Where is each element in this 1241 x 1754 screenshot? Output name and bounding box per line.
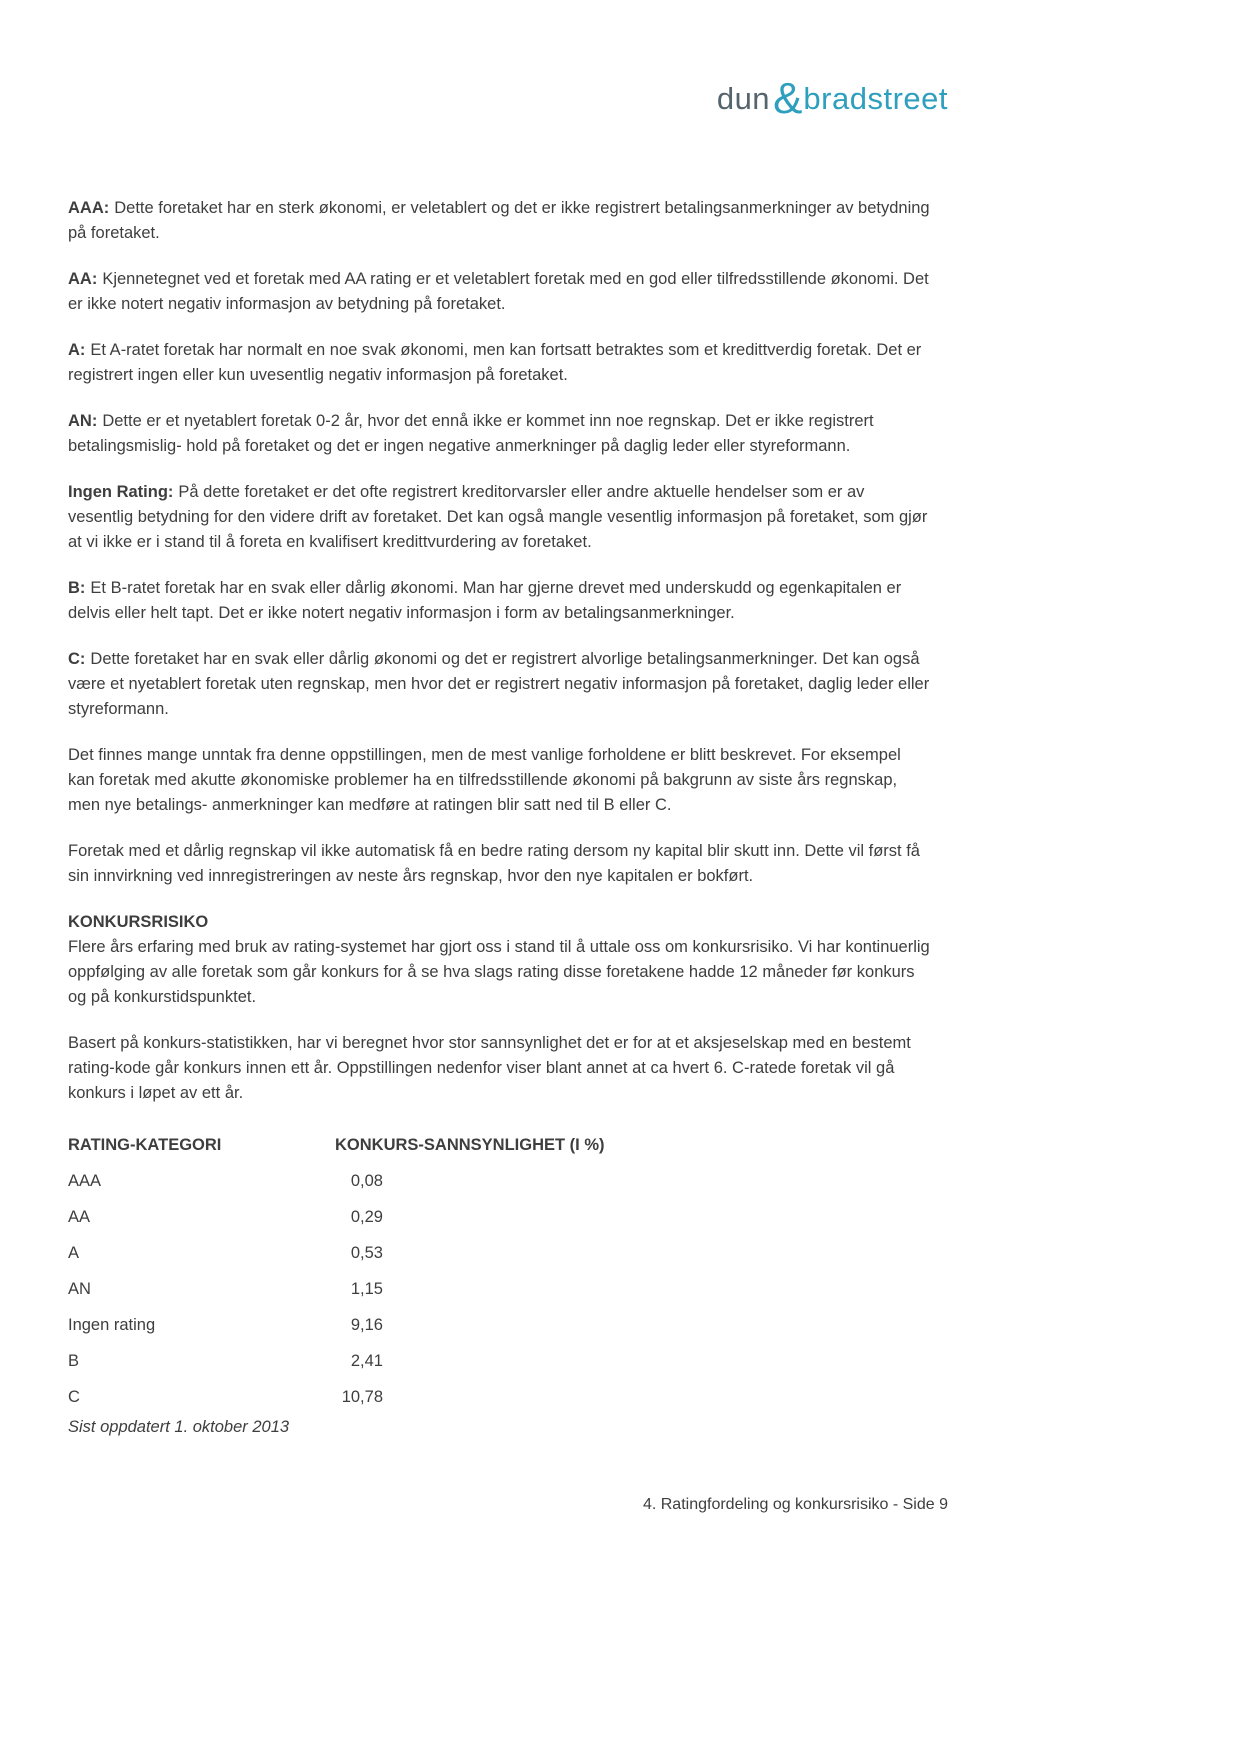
table-cell-category: AAA: [68, 1172, 102, 1190]
rating-definition-ingen-rating: [68, 480, 930, 555]
rating-label-an: AN:: [68, 412, 98, 430]
table-cell-category: C: [68, 1388, 80, 1406]
rating-definition-b: [68, 576, 930, 626]
table-row: [68, 1343, 930, 1379]
rating-definition-aa: [68, 267, 930, 317]
rating-definition-aaa: [68, 196, 930, 246]
table-cell-value: 0,08: [350, 1172, 383, 1190]
table-cell-value: 0,29: [350, 1208, 383, 1226]
table-row: [68, 1199, 930, 1235]
table-header-row: [68, 1127, 930, 1163]
rating-label-a: A:: [68, 341, 86, 359]
logo-text-bradstreet: bradstreet: [803, 81, 948, 116]
section-heading-konkursrisiko: KONKURSRISIKO: [68, 913, 209, 931]
konkursrisiko-paragraph-1: Flere års erfaring med bruk av rating-systemet har gjort oss i stand til å uttale oss om konkursrisiko. Vi har kontinuerlig oppfølging av alle foretak som går konkurs for å se hva slags rating disse foretakene hadde 12 måneder før konkurs og på konkurstidspunktet.: [68, 938, 930, 1006]
table-cell-category: Ingen rating: [68, 1316, 156, 1334]
bankruptcy-probability-table: [68, 1127, 930, 1415]
table-row: [68, 1271, 930, 1307]
table-row: [68, 1235, 930, 1271]
table-cell-category: A: [68, 1244, 80, 1262]
rating-label-ingen-rating: Ingen Rating:: [68, 483, 174, 501]
note-paragraph-capital: Foretak med et dårlig regnskap vil ikke automatisk få en bedre rating dersom ny kapital blir skutt inn. Dette vil først få sin innvirkning ved innregistreringen av neste års regnskap, hvor den nye kapitalen er bokført.: [68, 842, 920, 885]
table-cell-category: AN: [68, 1280, 91, 1298]
table-cell-value: 9,16: [350, 1316, 383, 1334]
rating-label-b: B:: [68, 579, 86, 597]
rating-label-aa: AA:: [68, 270, 98, 288]
document-body: [68, 196, 930, 1461]
rating-text-a: Et A-ratet foretak har normalt en noe svak økonomi, men kan fortsatt betraktes som et kredittverdig foretak. Det er registrert ingen eller kun uvesentlig negativ informasjon på foretaket.: [68, 341, 922, 384]
rating-text-b: Et B-ratet foretak har en svak eller dårlig økonomi. Man har gjerne drevet med underskudd og egenkapitalen er delvis eller helt tapt. Det er ikke notert negativ informasjon i form av betalingsanmerkninger.: [68, 579, 902, 622]
page-footer: 4. Ratingfordeling og konkursrisiko - Side 9: [642, 1496, 948, 1513]
rating-definition-c: [68, 647, 930, 722]
table-cell-value: 10,78: [341, 1388, 383, 1406]
table-cell-value: 1,15: [350, 1280, 383, 1298]
rating-text-an: Dette er et nyetablert foretak 0-2 år, hvor det ennå ikke er kommet inn noe regnskap. Det er ikke registrert betalingsmislig- hold på foretaket og det er ingen negative anmerkninger på daglig leder eller styreformann.: [68, 412, 874, 455]
last-updated-note: Sist oppdatert 1. oktober 2013: [68, 1418, 290, 1436]
rating-label-c: C:: [68, 650, 86, 668]
table-header-category: RATING-KATEGORI: [68, 1136, 222, 1154]
table-row: [68, 1163, 930, 1199]
logo-ampersand-icon: &: [773, 74, 803, 123]
logo-text-dun: dun: [716, 81, 771, 116]
table-header-probability: KONKURS-SANNSYNLIGHET (I %): [335, 1136, 605, 1154]
rating-label-aaa: AAA:: [68, 199, 110, 217]
rating-definition-a: [68, 338, 930, 388]
table-row: [68, 1307, 930, 1343]
table-cell-category: AA: [68, 1208, 91, 1226]
table-row: [68, 1379, 930, 1415]
dun-bradstreet-logo: [716, 70, 948, 123]
konkursrisiko-paragraph-2: Basert på konkurs-statistikken, har vi beregnet hvor stor sannsynlighet det er for at et aksjeselskap med en bestemt rating-kode går konkurs innen ett år. Oppstillingen nedenfor viser blant annet at ca hvert 6. C-ratede foretak vil gå konkurs i løpet av ett år.: [68, 1034, 911, 1102]
rating-text-ingen-rating: På dette foretaket er det ofte registrert kreditorvarsler eller andre aktuelle hendelser som er av vesentlig betydning for den videre drift av foretaket. Det kan også mangle vesentlig informasjon på foretaket, som gjør at vi ikke er i stand til å foreta en kvalifisert kredittvurdering av foretaket.: [68, 483, 928, 551]
table-cell-value: 0,53: [350, 1244, 383, 1262]
rating-text-aaa: Dette foretaket har en sterk økonomi, er veletablert og det er ikke registrert betalingsanmerkninger av betydning på foretaket.: [68, 199, 930, 242]
table-cell-value: 2,41: [350, 1352, 383, 1370]
note-paragraph-exceptions: Det finnes mange unntak fra denne oppstillingen, men de mest vanlige forholdene er blitt beskrevet. For eksempel kan foretak med akutte økonomiske problemer ha en tilfredsstillende økonomi på bakgrunn av siste års regnskap, men nye betalings- anmerkninger kan medføre at ratingen blir satt ned til B eller C.: [68, 746, 901, 814]
rating-definition-an: [68, 409, 930, 459]
table-cell-category: B: [68, 1352, 80, 1370]
rating-text-c: Dette foretaket har en svak eller dårlig økonomi og det er registrert alvorlige betalingsanmerkninger. Det kan også være et nyetablert foretak uten regnskap, men hvor det er registrert negativ informasjon på foretaket, daglig leder eller styreformann.: [68, 650, 930, 718]
rating-text-aa: Kjennetegnet ved et foretak med AA rating er et veletablert foretak med en god eller tilfredsstillende økonomi. Det er ikke notert negativ informasjon av betydning på foretaket.: [68, 270, 929, 313]
